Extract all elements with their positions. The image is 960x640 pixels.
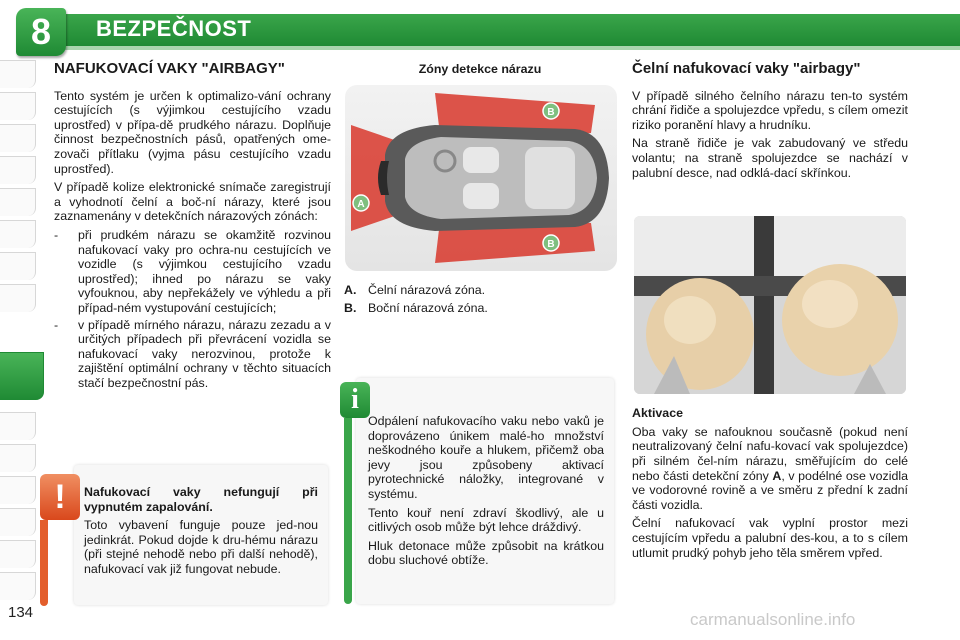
info-icon: i: [340, 382, 370, 418]
chapter-tab[interactable]: [0, 476, 36, 504]
header-underline: [60, 46, 960, 50]
bullet-text: v případě mírného nárazu, nárazu zezadu a v určitých případech při převrácení vozidla se nafukovací vaky nerozvinou, protože k zajištění optimální ochrany v těchto situacích stačí bezpečnostní pás.: [78, 317, 331, 390]
crash-zone-diagram: [345, 85, 617, 271]
list-item: [54, 228, 331, 316]
list-item: [344, 283, 620, 298]
legend-text: Čelní nárazová zóna.: [368, 282, 486, 297]
bullet-dash: -: [54, 317, 59, 332]
chapter-tab[interactable]: [0, 220, 36, 248]
chapter-tab-active[interactable]: [0, 352, 44, 400]
airbag-section-title: NAFUKOVACÍ VAKY "AIRBAGY": [54, 60, 285, 77]
chapter-tab[interactable]: [0, 252, 36, 280]
seat-front-left: [463, 147, 499, 173]
chapter-tab[interactable]: [0, 444, 36, 472]
chapter-number-badge: 8: [16, 8, 66, 56]
info-paragraph: Tento kouř není zdraví škodlivý, ale u citlivých osob může být lehce dráždivý.: [368, 505, 604, 535]
warning-text: Toto vybavení funguje pouze jed-nou jedinkrát. Pokud dojde k dru-hému nárazu (při stejné nehodě nebo při další nehodě), nafukovací vak již fungovat nebude.: [84, 518, 318, 576]
warning-box: [74, 465, 328, 605]
zone-legend: [344, 283, 620, 316]
zone-diagram-title: Zóny detekce nárazu: [418, 62, 542, 76]
bullet-dash: -: [54, 227, 59, 242]
chapter-tab[interactable]: [0, 540, 36, 568]
activation-zone-label: A: [772, 468, 782, 483]
middle-column: [340, 62, 620, 320]
right-column: [632, 62, 908, 564]
center-pillar: [754, 216, 774, 394]
activation-text-after: , v podélné ose vozidla ve vodorovné rovině a ve směru z přední k zadní části vozidla.: [632, 468, 908, 512]
chapter-tab[interactable]: [0, 124, 36, 152]
chapter-tab-rail: [0, 60, 44, 630]
info-paragraph: Hluk detonace může způsobit na krátkou dobu sluchové obtíže.: [368, 538, 604, 568]
car-topview-illustration: [345, 85, 617, 271]
chapter-tab[interactable]: [0, 156, 36, 184]
activation-paragraph: [632, 425, 908, 513]
chapter-header: [0, 0, 960, 54]
chapter-tab[interactable]: [0, 60, 36, 88]
chapter-tab[interactable]: [0, 188, 36, 216]
bullet-text: při prudkém nárazu se okamžitě rozvinou nafukovací vaky pro ochra-nu cestujících ve vozidle (s výjimkou cestujícího vzadu uprostřed); ihned po nárazu se vaky vyfouknou, aby nepřekážely ve výhledu a při případ-ném vystupování cestujících;: [78, 227, 331, 315]
page-number: 134: [8, 604, 34, 621]
chapter-tab[interactable]: [0, 572, 36, 600]
legend-key: B.: [344, 301, 357, 316]
zone-label-b-top-text: B: [547, 106, 555, 118]
seat-rear: [525, 147, 575, 209]
info-paragraph: Odpálení nafukovacího vaku nebo vaků je doprovázeno únikem malé-ho množství neškodného kouře a hlukem, přičemž oba jevy jsou způsobeny aktivací pyrotechnické náložky, integrované v systému.: [368, 414, 604, 501]
warning-title: Nafukovací vaky nefungují při vypnutém zapalování.: [84, 485, 318, 514]
warning-strip: [40, 520, 48, 606]
frontal-paragraph: V případě silného čelního nárazu ten-to systém chrání řidiče a spolujezdce vpředu, s cílem omezit riziko poranění hlavy a hrudníku.: [632, 88, 908, 132]
legend-key: A.: [344, 282, 357, 297]
frontal-fill-paragraph: Čelní nafukovací vak vyplní prostor mezi cestujícím vpředu a palubní des-kou, a to s cílem utlumit prudký pohyb jeho těla směrem vpřed.: [632, 516, 908, 560]
frontal-airbag-title: Čelní nafukovací vaky "airbagy": [632, 60, 861, 77]
left-column: [54, 62, 331, 392]
watermark: carmanualsonline.info: [690, 610, 856, 629]
activation-title: Aktivace: [632, 406, 683, 421]
info-strip: [344, 418, 352, 604]
collision-paragraph: V případě kolize elektronické snímače zaregistrují a vyhodnotí čelní a boč-ní nárazy, které jsou zaznamenány v detekčních nárazových zónách:: [54, 180, 331, 224]
zone-label-b-bottom-text: B: [547, 238, 555, 250]
chapter-tab[interactable]: [0, 508, 36, 536]
chapter-title: BEZPEČNOST: [96, 16, 252, 41]
chapter-tab[interactable]: [0, 284, 36, 312]
info-box: [356, 378, 614, 604]
chapter-tab[interactable]: [0, 412, 36, 440]
seat-front-right: [463, 183, 499, 209]
list-item: [344, 301, 620, 316]
chapter-tab[interactable]: [0, 92, 36, 120]
airbag-photo: [634, 216, 906, 394]
zone-label-a-text: A: [357, 198, 365, 210]
legend-text: Boční nárazová zóna.: [368, 301, 488, 316]
frontal-paragraph: Na straně řidiče je vak zabudovaný ve středu volantu; na straně spolujezdce se nachází v palubní desce, nad odklá-dací skřínkou.: [632, 136, 908, 180]
list-item: [54, 318, 331, 391]
intro-paragraph: Tento systém je určen k optimalizo-vání ochrany cestujících (s výjimkou cestujícího vzadu uprostřed) v přípa-dě prudkého nárazu. Doplňuje činnost bezpečnostních pásů, opatřených ome-zovači přítlaku (vyjma pásu cestujícího vzadu uprostřed).: [54, 88, 331, 176]
activation-text-before: Oba vaky se nafouknou současně (pokud není neutralizovaný čelní nafu-kovací vak spolujezdce) při silném čel-ním nárazu, směřujícím do celé nebo části detekční zóny: [632, 424, 908, 483]
airbag-illustration: [634, 216, 906, 394]
warning-icon: !: [40, 474, 80, 520]
